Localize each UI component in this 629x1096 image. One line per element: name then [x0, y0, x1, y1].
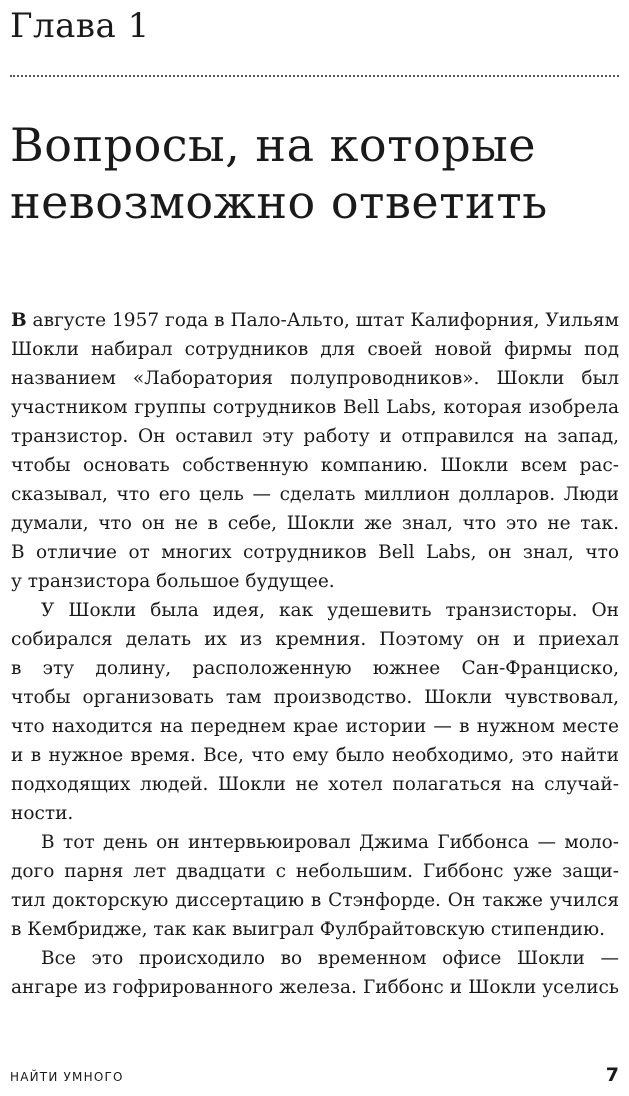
text-line: дого парня лет двадцати с небольшим. Гиббонс уже защи-	[11, 861, 619, 882]
body-text	[11, 306, 619, 1002]
dotted-divider	[10, 75, 619, 77]
drop-letter: В	[11, 310, 27, 331]
text-line: что находится на переднем крае истории — в нужном месте	[11, 716, 619, 737]
text-line-content: августе 1957 года в Пало-Альто, штат Калифорния, Уильям	[26, 310, 619, 331]
text-line: Шокли набирал сотрудников для своей новой фирмы под	[11, 339, 619, 360]
text-line: в Кембридже, так как выиграл Фулбрайтовскую стипендию.	[11, 919, 605, 940]
text-line: транзистор. Он оставил эту работу и отправился на запад,	[11, 426, 619, 447]
text-line: чтобы основать собственную компанию. Шокли всем рас-	[11, 455, 619, 476]
text-line: участником группы сотрудников Bell Labs, которая изобрела	[11, 397, 619, 418]
text-line: в эту долину, расположенную южнее Сан-Франциско,	[11, 658, 619, 679]
text-line: думали, что он не в себе, Шокли же знал, что это не так.	[11, 513, 619, 534]
text-line: сказывал, что его цель — сделать миллион долларов. Люди	[11, 484, 619, 505]
text-line: Все это происходило во временном офисе Шокли —	[41, 948, 619, 969]
chapter-title-line-2: невозможно ответить	[10, 175, 548, 229]
text-line: названием «Лаборатория полупроводников». Шокли был	[11, 368, 619, 389]
chapter-title	[10, 117, 622, 231]
text-line: ангаре из гофрированного железа. Гиббонс и Шокли уселись	[11, 977, 619, 998]
chapter-title-line-1: Вопросы, на которые	[10, 118, 536, 172]
text-line: собирался делать их из кремния. Поэтому он и приехал	[11, 629, 619, 650]
text-line: подходящих людей. Шокли не хотел полагаться на случай-	[11, 774, 619, 795]
text-line: У Шокли была идея, как удешевить транзисторы. Он	[41, 600, 619, 621]
running-title: НАЙТИ УМНОГО	[10, 1070, 124, 1084]
text-line: и в нужное время. Все, что ему было необходимо, это найти	[11, 745, 619, 766]
text-line: В отличие от многих сотрудников Bell Labs, он знал, что	[11, 542, 619, 563]
text-line	[11, 306, 619, 335]
text-line: В тот день он интервьюировал Джима Гиббонса — моло-	[41, 832, 619, 853]
text-line: чтобы организовать там производство. Шокли чувствовал,	[11, 687, 619, 708]
page-number: 7	[605, 1064, 619, 1086]
chapter-label: Глава 1	[10, 6, 150, 46]
text-line: тил докторскую диссертацию в Стэнфорде. Он также учился	[11, 890, 619, 911]
text-line: ности.	[11, 803, 74, 824]
text-line: у транзистора большое будущее.	[11, 571, 335, 592]
